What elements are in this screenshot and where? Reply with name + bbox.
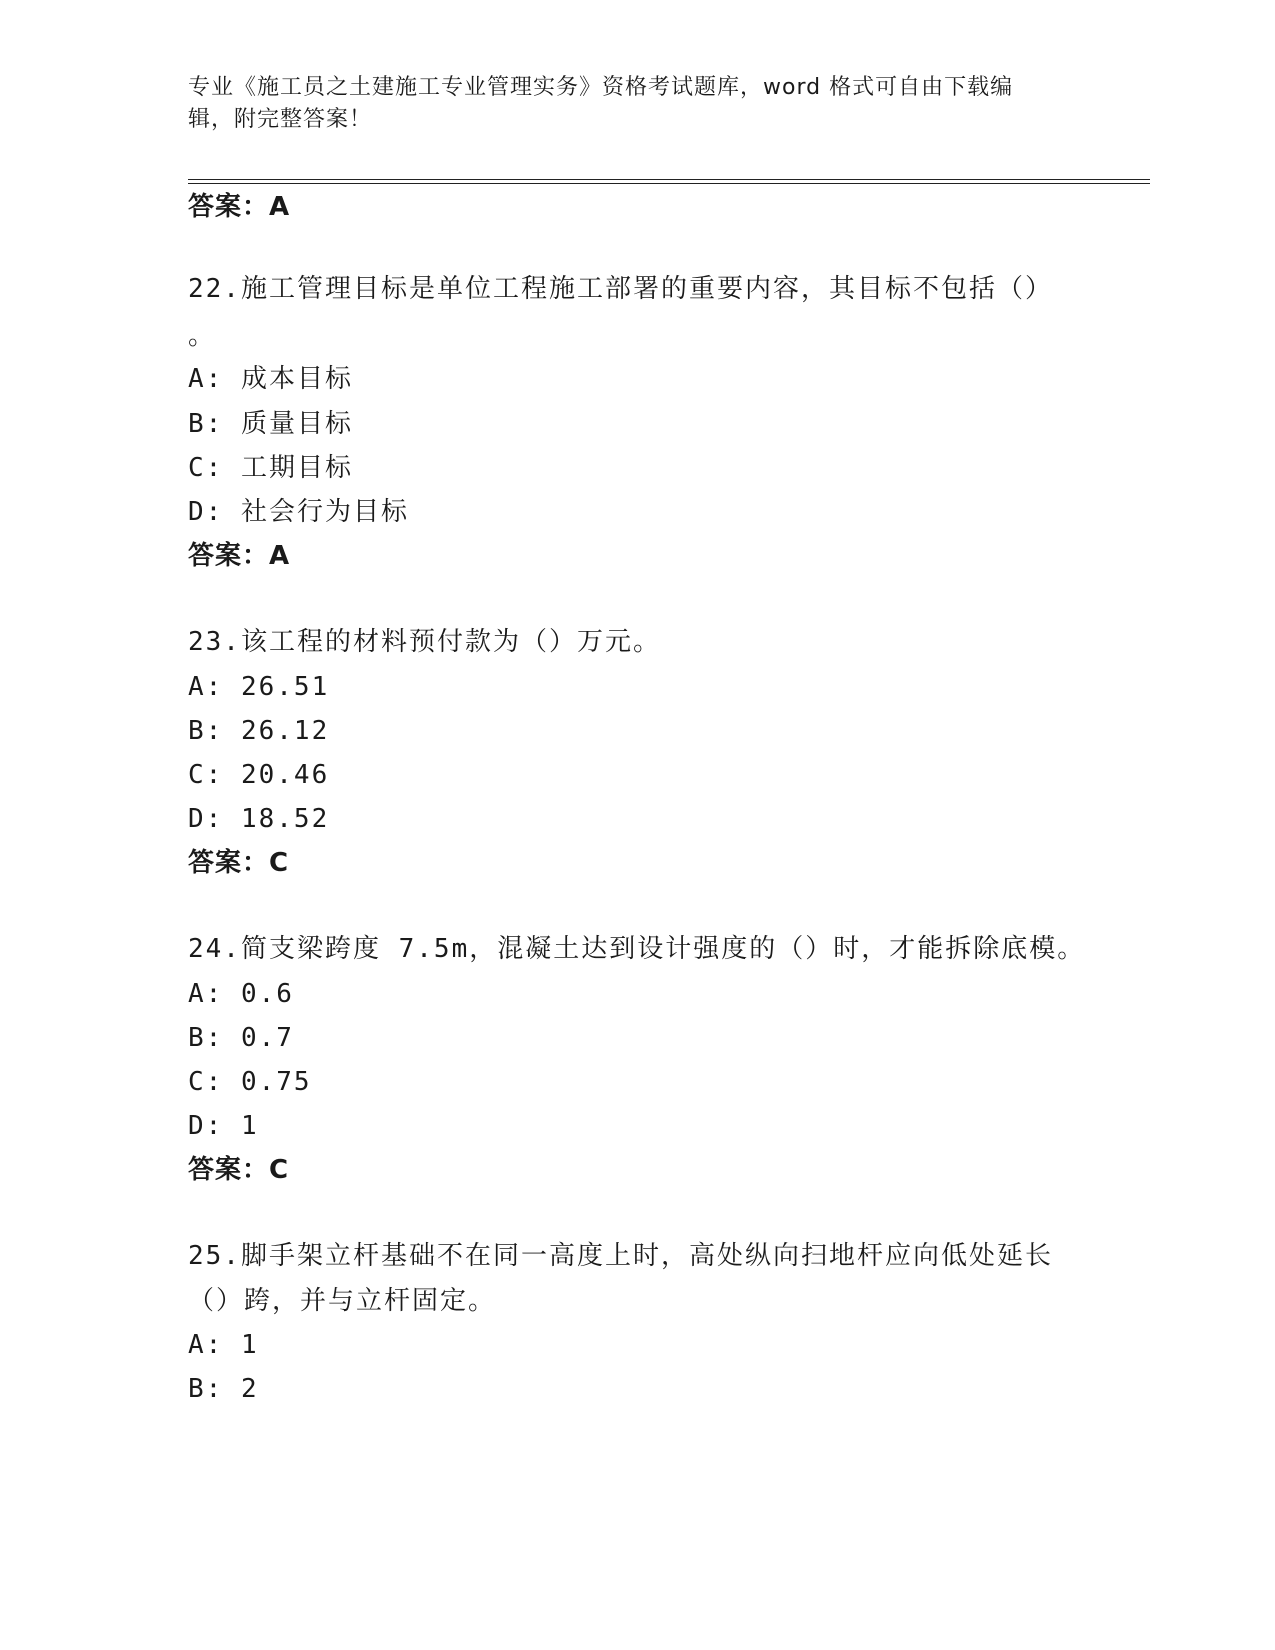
- document-header: [188, 72, 1068, 136]
- question-23-option-d: D: 18.52: [188, 804, 330, 834]
- question-24-option-c: C: 0.75: [188, 1067, 312, 1097]
- question-22-option-c: C: 工期目标: [188, 453, 353, 483]
- question-24-option-a: A: 0.6: [188, 979, 294, 1009]
- header-divider-top: [188, 179, 1150, 180]
- question-25-option-b: B: 2: [188, 1374, 259, 1404]
- question-22-option-b: B: 质量目标: [188, 409, 353, 439]
- header-divider-bottom: [188, 183, 1150, 184]
- question-24-stem: 24.简支梁跨度 7.5m，混凝土达到设计强度的（）时，才能拆除底模。: [188, 934, 1086, 964]
- question-23-option-a: A: 26.51: [188, 672, 330, 702]
- question-22-stem-continued: 。: [188, 321, 217, 351]
- question-23-answer: 答案：C: [188, 848, 290, 878]
- header-line-1: 专业《施工员之土建施工专业管理实务》资格考试题库，word 格式可自由下载编: [188, 75, 1014, 100]
- question-24-answer: 答案：C: [188, 1155, 290, 1185]
- question-22-stem: 22.施工管理目标是单位工程施工部署的重要内容，其目标不包括（）: [188, 274, 1053, 304]
- question-22-option-a: A: 成本目标: [188, 364, 353, 394]
- question-25-option-a: A: 1: [188, 1330, 259, 1360]
- question-22-answer: 答案：A: [188, 541, 291, 571]
- question-23-option-c: C: 20.46: [188, 760, 330, 790]
- question-24-option-b: B: 0.7: [188, 1023, 294, 1053]
- header-line-2: 辑，附完整答案！: [188, 107, 373, 132]
- question-23-stem: 23.该工程的材料预付款为（）万元。: [188, 627, 661, 657]
- question-23-option-b: B: 26.12: [188, 716, 330, 746]
- question-25-stem-continued: （）跨，并与立杆固定。: [188, 1286, 497, 1316]
- question-24-option-d: D: 1: [188, 1111, 259, 1141]
- question-22-option-d: D: 社会行为目标: [188, 497, 409, 527]
- question-25-stem: 25.脚手架立杆基础不在同一高度上时，高处纵向扫地杆应向低处延长: [188, 1241, 1053, 1271]
- previous-answer: 答案：A: [188, 192, 291, 222]
